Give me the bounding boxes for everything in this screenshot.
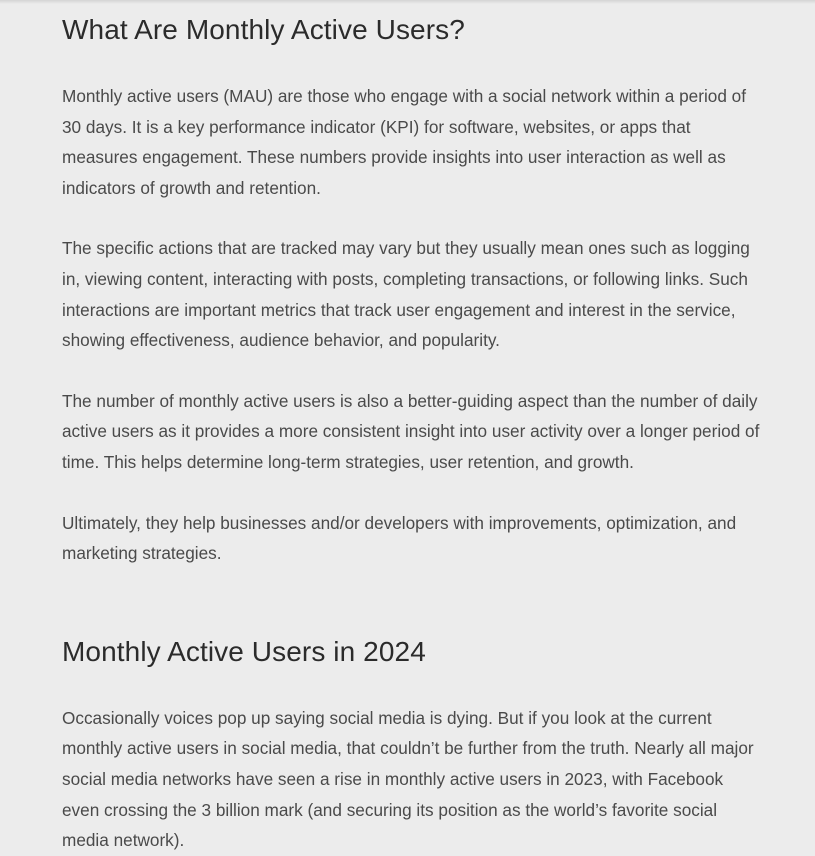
paragraph-tracked-actions: The specific actions that are tracked may vary but they usually mean ones such as logging in, viewing content, interacting with posts, completing transactions, or following links. Such interactions are important metrics that track user engagement and interest in the service, showing effectiveness, audience behavior, and popularity. [62,238,750,351]
section-heading-what-are-mau: What Are Monthly Active Users? [62,14,465,45]
section-heading-mau-2024: Monthly Active Users in 2024 [62,635,426,667]
paragraph-mau-definition: Monthly active users (MAU) are those who engage with a social network within a period of 30 days. It is a key performance indicator (KPI) for software, websites, or apps that measures engagement. These numbers provide insights into user interaction as well as indicators of growth and retention. [62,86,747,198]
article-content [62,0,762,856]
paragraph-mau-vs-dau: The number of monthly active users is also a better-guiding aspect than the number of daily active users as it provides a more consistent insight into user activity over a longer period of time. This helps determine long-term strategies, user retention, and growth. [62,390,760,472]
paragraph-business-use: Ultimately, they help businesses and/or developers with improvements, optimization, and marketing strategies. [62,512,737,564]
paragraph-mau-2024: Occasionally voices pop up saying social media is dying. But if you look at the current monthly active users in social media, that couldn’t be further from the truth. Nearly all major social media networks have seen a rise in monthly active users in 2023, with Facebook even crossing the 3 billion mark (and securing its position as the world’s favorite social media network). [62,707,754,851]
